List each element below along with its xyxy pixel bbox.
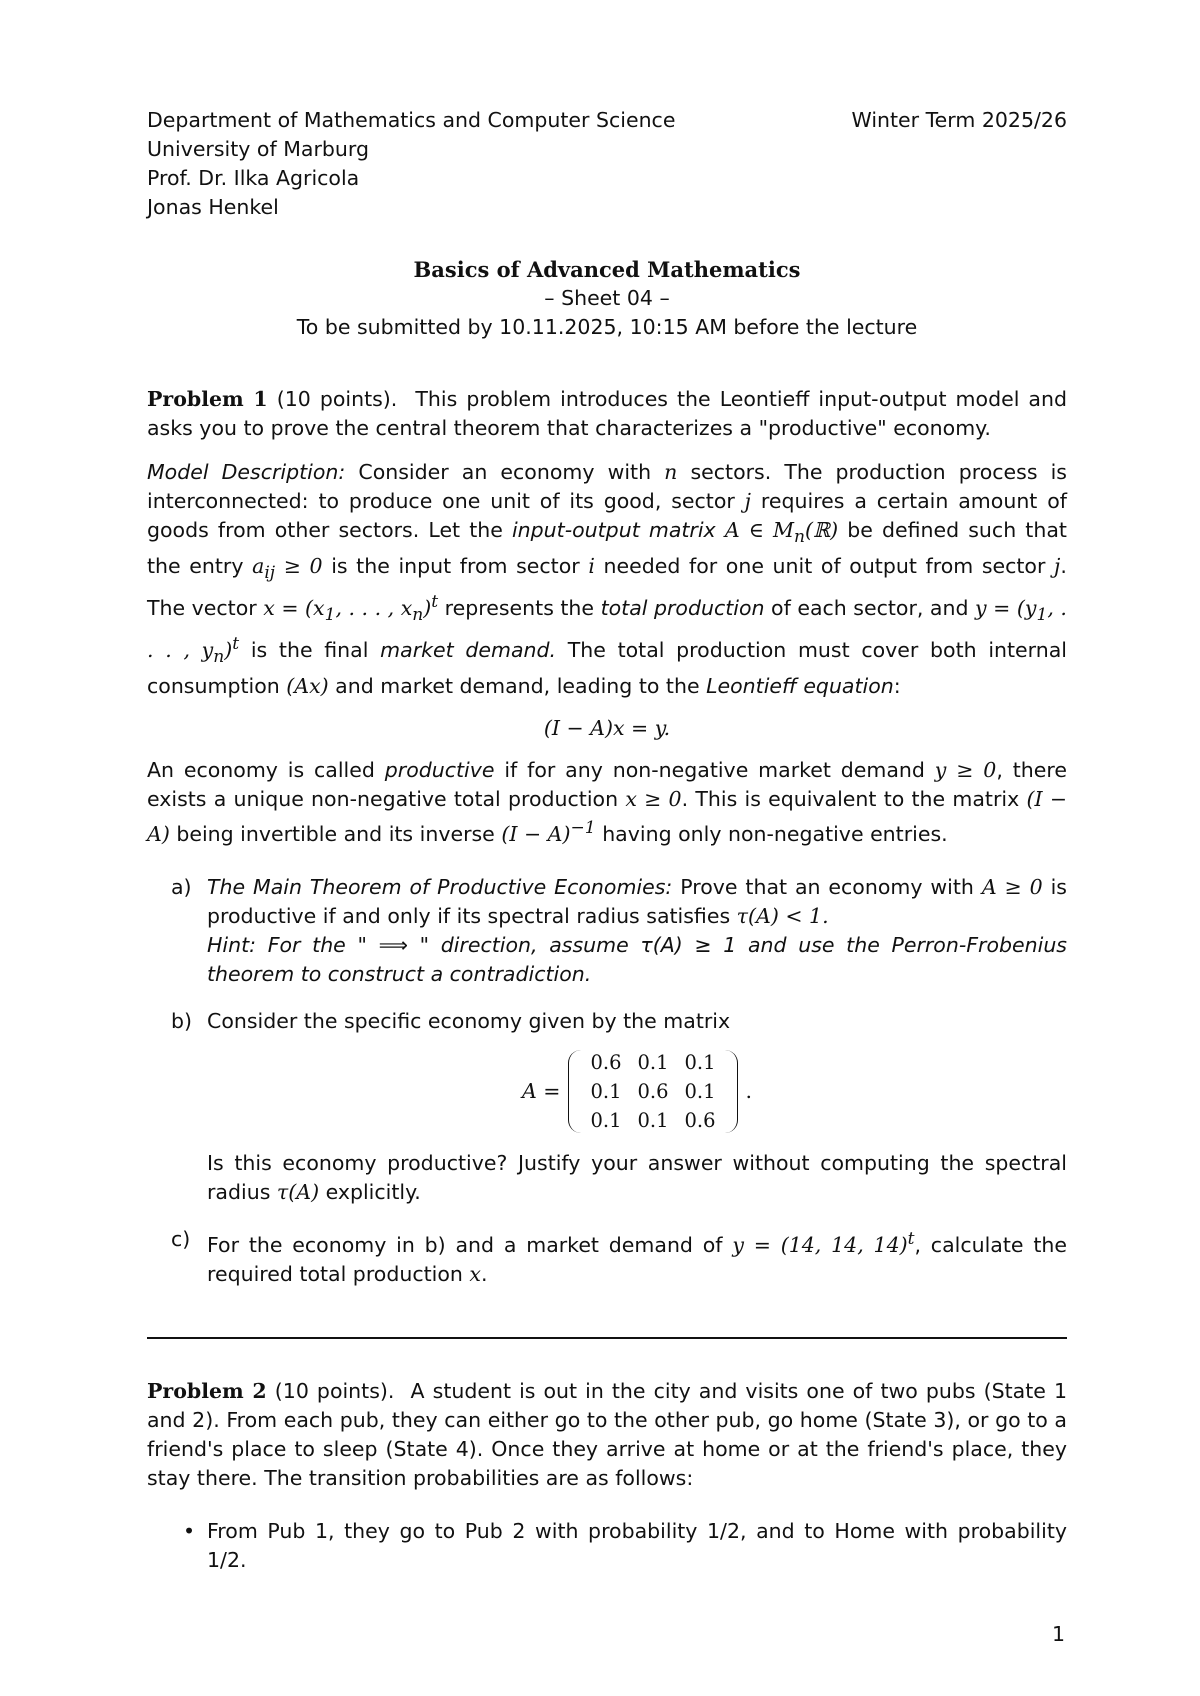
productive-text: , there exists a unique non-negative total production — [147, 758, 1067, 812]
model-text: represents the — [444, 596, 595, 621]
item-c-text: , calculate the required total production — [207, 1232, 1067, 1286]
model-text: and market demand, leading to the — [335, 674, 700, 699]
problem-1-intro-text: This problem introduces the Leontieff input-output model and asks you to prove the central theorem that characterizes a "productive" economy. — [147, 387, 1067, 440]
left-paren — [568, 1050, 581, 1133]
math-Ax: (Ax) — [286, 674, 329, 699]
productive-text: having only non-negative entries. — [602, 821, 948, 846]
item-c-label: c) — [171, 1226, 191, 1251]
header — [147, 106, 1067, 222]
item-a-text: is productive if and only if its spectral radius satisfies — [207, 874, 1067, 928]
math-y-vector: $y = (y_1$, . . . , $y_n)^t$ — [147, 596, 1067, 668]
term-total-production: total production — [600, 596, 765, 621]
problem-1-heading: Problem 1 — [147, 387, 268, 411]
page — [147, 106, 1067, 1575]
item-a-hint: Hint: For the " ⟹ " direction, assume τ(A) ≥ 1 and use the Perron-Frobenius theorem to construct a contradiction. — [207, 932, 1067, 986]
productive-text: if for any non-negative market demand — [504, 758, 925, 783]
term-leontieff-equation: Leontieff equation — [706, 674, 894, 699]
model-label: Model Description: — [147, 460, 346, 484]
matrix-row — [582, 1106, 723, 1135]
math-I-minus-A: (I − A) — [147, 787, 1067, 846]
model-description: Model Description: Consider an economy with n sectors. The production process is interconnected: to produce one unit of its good, sector j requires a certain amount of goods from other sectors. Let the input-output matrix A ∈ $M_n(ℝ)$ be defined such that the entry $a_{ij} \ge 0$ is the input from sector i needed for one unit of output from sector j. The vector $x = (x_1$, . . . , $x_n)^t$ represents the total production of each sector, and $y = (y_1$, . . . , $y_n)^t$ is the final market demand. The total production must cover both internal consumption (Ax) and market demand, leading to the Leontieff equation: — [147, 460, 1067, 699]
math-y-ge-0: y ≥ 0 — [934, 758, 997, 783]
header-left — [147, 106, 675, 222]
matrix-cell: 0.1 — [637, 1108, 669, 1132]
productive-text: . This is equivalent to the matrix — [681, 787, 1020, 812]
course-title: Basics of Advanced Mathematics — [413, 257, 801, 282]
math-x: x — [469, 1261, 481, 1286]
right-paren — [725, 1050, 738, 1133]
problem-2 — [147, 1377, 1067, 1575]
item-a — [147, 873, 1067, 989]
math-spectral-radius: τ(A) — [276, 1179, 320, 1204]
model-text: requires a certain amount of goods from other sectors. Let the — [147, 489, 1067, 542]
matrix-A — [568, 1048, 737, 1135]
math-n: n — [664, 460, 678, 484]
math-A-equals: A = — [521, 1078, 561, 1103]
problem-2-intro — [147, 1377, 1067, 1493]
department: Department of Mathematics and Computer Science — [147, 108, 676, 132]
assistant: Jonas Henkel — [147, 195, 279, 219]
item-b-label: b) — [171, 1008, 193, 1033]
matrix-cell: 0.1 — [590, 1108, 622, 1132]
math-spectral-lt-1: τ(A) < 1. — [736, 903, 829, 928]
matrix-row — [582, 1077, 723, 1106]
item-a-text: Prove that an economy with — [680, 874, 974, 899]
problem-2-heading: Problem 2 — [147, 1379, 267, 1404]
math-j: j — [1054, 554, 1061, 579]
model-text: sectors. The production process is interconnected: to produce one unit of its good, sector — [147, 460, 1067, 513]
matrix-equation — [207, 1048, 1067, 1135]
math-x-ge-0: x ≥ 0 — [625, 787, 682, 812]
sheet-number: – Sheet 04 – — [544, 286, 670, 310]
problem-1-intro — [147, 385, 1067, 443]
page-number: 1 — [1052, 1622, 1066, 1646]
productive-definition — [147, 756, 1067, 849]
model-text: is the input from sector — [331, 554, 580, 579]
deadline: To be submitted by 10.11.2025, 10:15 AM before the lecture — [296, 315, 918, 339]
matrix-table — [582, 1048, 723, 1135]
model-text: be defined such that the entry — [147, 518, 1067, 579]
matrix-cell: 0.6 — [590, 1050, 622, 1074]
math-A-in-Mn: A ∈ $M_n(ℝ)$ — [724, 518, 839, 548]
productive-text: An economy is called — [147, 758, 375, 783]
item-b — [147, 1007, 1067, 1207]
matrix-cell: 0.1 — [590, 1079, 622, 1103]
item-b-question: Is this economy productive? Justify your answer without computing the spectral radius — [207, 1150, 1067, 1204]
matrix-cell: 0.6 — [684, 1108, 716, 1132]
problem-1-points: (10 points). — [276, 387, 398, 411]
model-text: . The vector — [147, 554, 1067, 621]
item-b-question: explicitly. — [325, 1179, 421, 1204]
term-market-demand: market demand. — [380, 637, 557, 662]
university: University of Marburg — [147, 137, 369, 161]
term-productive: productive — [384, 758, 495, 783]
matrix-cell: 0.6 — [637, 1079, 669, 1103]
math-aij: $a_{ij} \ge 0$ — [252, 554, 323, 584]
problem-2-text: A student is out in the city and visits one of two pubs (State 1 and 2). From each pub, they can either go to the other pub, go home (State 3), or go to a friend's place to sleep (State 4). Once they arrive at home or at the friend's place, they stay there. The transition probabilities are as follows: — [147, 1379, 1067, 1491]
model-text: The total production must cover both internal consumption — [147, 637, 1067, 699]
matrix-cell: 0.1 — [684, 1050, 716, 1074]
term-input-output-matrix: input-output matrix — [511, 518, 716, 542]
matrix-row — [582, 1048, 723, 1077]
main-theorem-title: The Main Theorem of Productive Economies: — [207, 874, 673, 899]
professor: Prof. Dr. Ilka Agricola — [147, 166, 360, 190]
math-x-vector: $x = (x_1$, . . . , $x_n)^t$ — [263, 592, 439, 626]
bullet-icon: • — [183, 1519, 196, 1544]
model-text: needed for one unit of output from sector — [603, 554, 1046, 579]
item-c-text: For the economy in b) and a market demand of — [207, 1232, 723, 1257]
matrix-cell: 0.1 — [637, 1050, 669, 1074]
productive-text: being invertible and its inverse — [176, 821, 495, 846]
problem-1 — [147, 385, 1067, 1289]
problem-1-items — [147, 873, 1067, 1289]
section-divider — [147, 1337, 1067, 1340]
leontieff-equation: (I − A)x = y. — [543, 716, 671, 741]
matrix-cell: 0.1 — [684, 1079, 716, 1103]
matrix-period: . — [745, 1078, 753, 1103]
title-block — [147, 255, 1067, 342]
bullet-text: From Pub 1, they go to Pub 2 with probability 1/2, and to Home with probability 1/2. — [207, 1519, 1067, 1573]
model-text: of each sector, and — [771, 596, 969, 621]
math-j: j — [744, 489, 752, 513]
item-b-text: Consider the specific economy given by the matrix — [207, 1008, 731, 1033]
item-c: c) For the economy in b) and a market demand of y = (14, 14, 14)$^t$, calculate the required total production x. — [171, 1226, 1067, 1286]
item-a-label: a) — [171, 874, 192, 899]
header-right — [852, 106, 1067, 222]
math-demand: y = (14, 14, 14)$^t$ — [732, 1228, 915, 1257]
problem-2-points: (10 points). — [274, 1379, 395, 1404]
math-A-ge-0: A ≥ 0 — [981, 874, 1043, 899]
model-text: Consider an economy with — [358, 460, 652, 484]
term: Winter Term 2025/26 — [851, 108, 1067, 132]
math-i: i — [588, 554, 595, 579]
math-inverse: $(I - A)^{-1}$ — [501, 818, 596, 846]
model-text: is the final — [250, 637, 369, 662]
list-item — [147, 1517, 1067, 1575]
